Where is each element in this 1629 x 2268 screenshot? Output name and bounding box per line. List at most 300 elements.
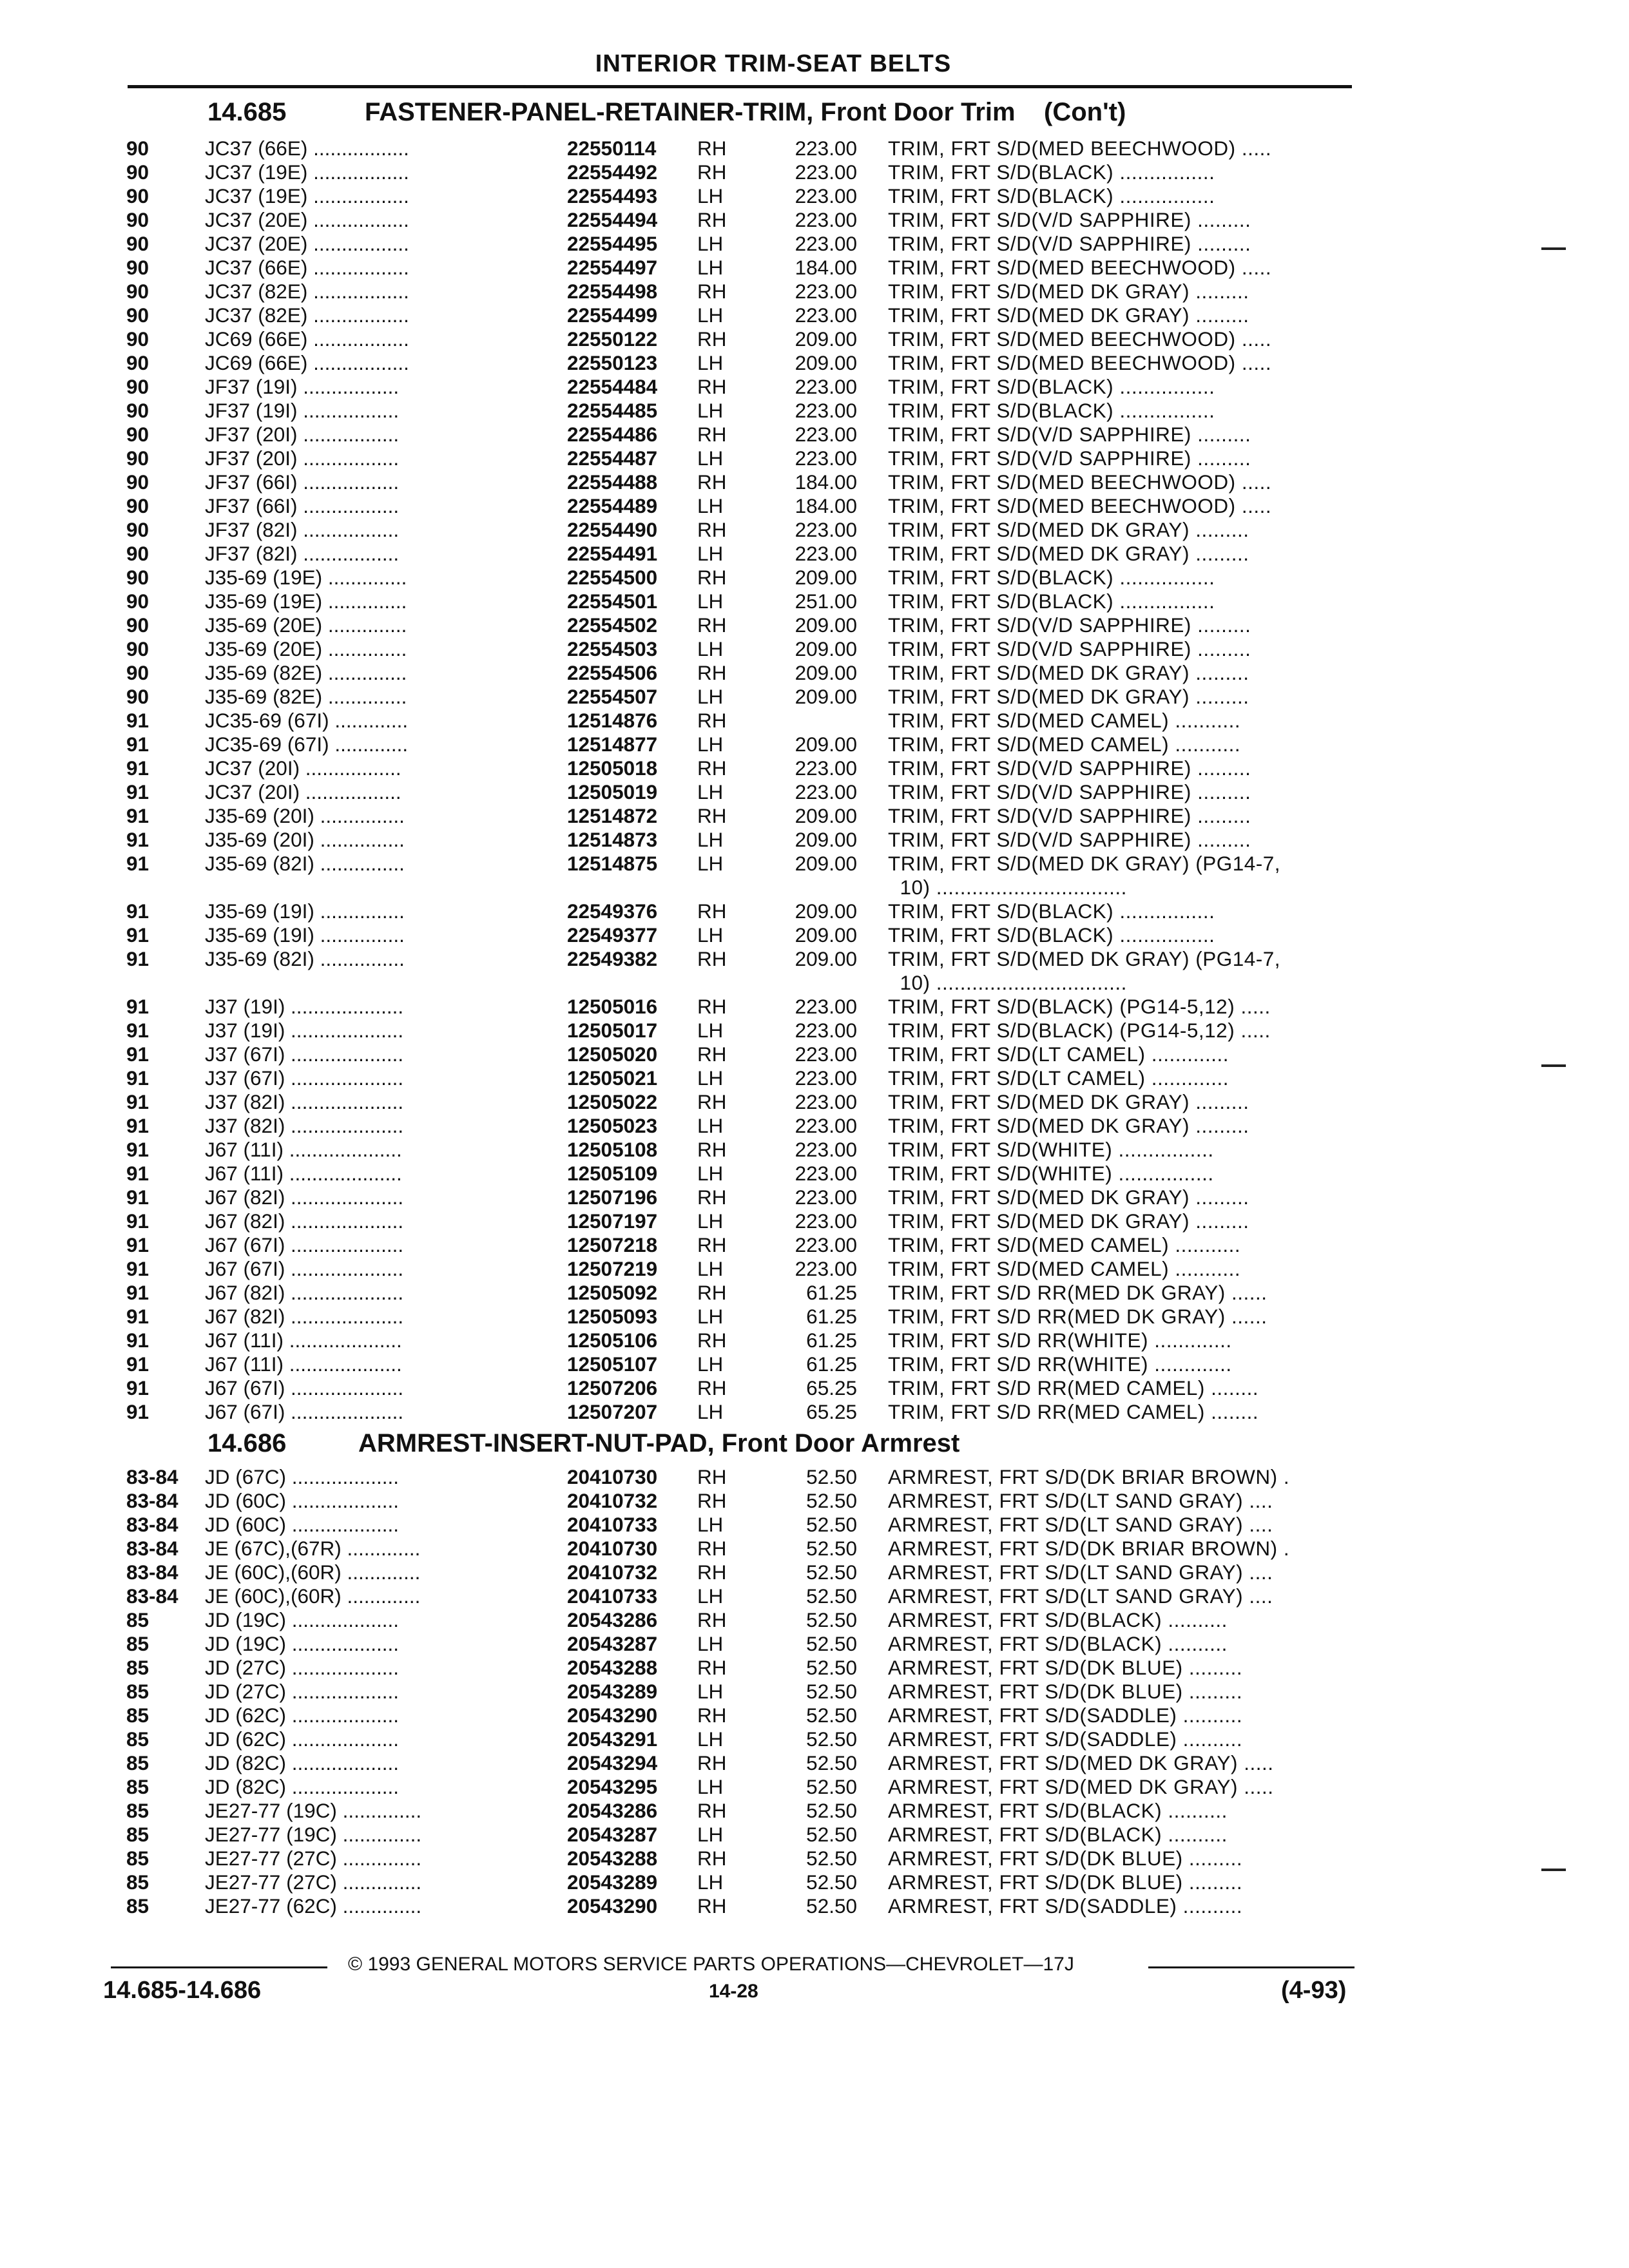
price-cell: 223.00 — [795, 1186, 857, 1209]
description-cell: TRIM, FRT S/D(V/D SAPPHIRE) ......... — [888, 637, 1251, 660]
model-cell: J35-69 (20E) .............. — [205, 613, 407, 637]
model-cell: JF37 (19I) ................. — [205, 375, 400, 398]
table-row — [0, 613, 1629, 637]
table-row — [0, 1138, 1629, 1162]
part-number-cell: 20543287 — [567, 1632, 658, 1655]
price-cell: 52.50 — [806, 1894, 857, 1917]
model-cell: JE27-77 (62C) .............. — [205, 1894, 422, 1917]
side-cell: RH — [697, 613, 727, 637]
table-row — [0, 590, 1629, 613]
description-cell: TRIM, FRT S/D(BLACK) ................ — [888, 590, 1215, 613]
price-cell: 251.00 — [795, 590, 857, 613]
model-cell: J67 (82I) .................... — [205, 1186, 404, 1209]
description-cell: TRIM, FRT S/D(MED DK GRAY) ......... — [888, 1090, 1249, 1113]
price-cell: 223.00 — [795, 1209, 857, 1233]
table-row — [0, 1465, 1629, 1489]
price-cell: 223.00 — [795, 1066, 857, 1090]
table-row — [0, 303, 1629, 327]
side-cell: LH — [697, 447, 724, 470]
table-row — [0, 208, 1629, 232]
model-cell: JC69 (66E) ................. — [205, 327, 409, 351]
price-cell: 223.00 — [795, 1257, 857, 1280]
model-cell: JC37 (66E) ................. — [205, 256, 409, 279]
side-cell: LH — [697, 637, 724, 660]
description-cell: ARMREST, FRT S/D(DK BLUE) ......... — [888, 1870, 1243, 1894]
year-cell: 83-84 — [126, 1465, 178, 1488]
price-cell: 209.00 — [795, 923, 857, 947]
side-cell: RH — [697, 1489, 727, 1512]
description-cell: TRIM, FRT S/D(BLACK) (PG14-5,12) ..... — [888, 1019, 1271, 1042]
side-cell: LH — [697, 494, 724, 517]
table-row — [0, 1114, 1629, 1138]
model-cell: JC37 (82E) ................. — [205, 280, 409, 303]
year-cell: 83-84 — [126, 1513, 178, 1536]
description-cell: TRIM, FRT S/D(MED CAMEL) ........... — [888, 1257, 1241, 1280]
side-cell: LH — [697, 232, 724, 255]
table-row — [0, 852, 1629, 876]
description-cell: TRIM, FRT S/D(V/D SAPPHIRE) ......... — [888, 613, 1251, 637]
description-cell: TRIM, FRT S/D(V/D SAPPHIRE) ......... — [888, 756, 1251, 780]
model-cell: JD (82C) ................... — [205, 1751, 400, 1774]
side-cell: RH — [697, 1233, 727, 1256]
year-cell: 91 — [126, 1400, 149, 1423]
model-cell: J37 (19I) .................... — [205, 1019, 404, 1042]
part-number-cell: 20543286 — [567, 1799, 658, 1822]
description-cell: TRIM, FRT S/D(MED BEECHWOOD) ..... — [888, 327, 1272, 351]
side-cell: RH — [697, 1751, 727, 1774]
year-cell: 91 — [126, 1186, 149, 1209]
model-cell: J67 (82I) .................... — [205, 1281, 404, 1304]
year-cell: 90 — [126, 590, 149, 613]
side-cell: RH — [697, 1799, 727, 1822]
side-cell: LH — [697, 1162, 724, 1185]
description-cell: TRIM, FRT S/D(V/D SAPPHIRE) ......... — [888, 423, 1251, 446]
side-cell: RH — [697, 137, 727, 160]
side-cell: RH — [697, 566, 727, 589]
model-cell: JF37 (82I) ................. — [205, 542, 400, 565]
part-number-cell: 12505020 — [567, 1043, 658, 1066]
model-cell: J67 (11I) .................... — [205, 1352, 402, 1376]
part-number-cell: 22554486 — [567, 423, 658, 446]
year-cell: 90 — [126, 447, 149, 470]
side-cell: RH — [697, 1847, 727, 1870]
description-cell: ARMREST, FRT S/D(DK BLUE) ......... — [888, 1656, 1243, 1679]
part-number-cell: 12505106 — [567, 1329, 658, 1352]
part-number-cell: 20543287 — [567, 1823, 658, 1846]
description-cell: TRIM, FRT S/D(MED DK GRAY) ......... — [888, 1186, 1249, 1209]
price-cell: 209.00 — [795, 351, 857, 374]
year-cell: 90 — [126, 423, 149, 446]
side-cell: LH — [697, 852, 724, 875]
part-number-cell: 12507218 — [567, 1233, 658, 1256]
year-cell: 90 — [126, 566, 149, 589]
table-row — [0, 1823, 1629, 1847]
year-cell: 91 — [126, 1162, 149, 1185]
model-cell: JD (60C) ................... — [205, 1513, 400, 1536]
part-number-cell: 20543288 — [567, 1656, 658, 1679]
model-cell: JC37 (20E) ................. — [205, 208, 409, 231]
description-cell: TRIM, FRT S/D(WHITE) ................ — [888, 1138, 1214, 1161]
year-cell: 90 — [126, 351, 149, 374]
year-cell: 85 — [126, 1823, 149, 1846]
description-cell: TRIM, FRT S/D RR(MED DK GRAY) ...... — [888, 1281, 1268, 1304]
price-cell: 223.00 — [795, 995, 857, 1018]
table-row — [0, 661, 1629, 685]
year-cell: 85 — [126, 1847, 149, 1870]
year-cell: 90 — [126, 685, 149, 708]
part-number-cell: 12507219 — [567, 1257, 658, 1280]
description-cell: TRIM, FRT S/D(MED DK GRAY) ......... — [888, 542, 1249, 565]
description-cell: TRIM, FRT S/D(MED CAMEL) ........... — [888, 1233, 1241, 1256]
part-number-cell: 22550123 — [567, 351, 658, 374]
part-number-cell: 12514872 — [567, 804, 658, 827]
part-number-cell: 12514875 — [567, 852, 658, 875]
part-number-cell: 20410732 — [567, 1489, 658, 1512]
table-row — [0, 1162, 1629, 1186]
model-cell: J67 (67I) .................... — [205, 1233, 404, 1256]
description-cell: ARMREST, FRT S/D(BLACK) .......... — [888, 1823, 1228, 1846]
model-cell: JE27-77 (27C) .............. — [205, 1870, 422, 1894]
description-cell: TRIM, FRT S/D(V/D SAPPHIRE) ......... — [888, 447, 1251, 470]
table-row — [0, 518, 1629, 542]
footer-rule-left — [111, 1966, 327, 1968]
model-cell: JC35-69 (67I) ............. — [205, 733, 409, 756]
price-cell: 61.25 — [806, 1281, 857, 1304]
year-cell: 91 — [126, 1114, 149, 1137]
part-number-cell: 22554501 — [567, 590, 658, 613]
price-cell: 209.00 — [795, 804, 857, 827]
side-cell: LH — [697, 542, 724, 565]
table-row — [0, 828, 1629, 852]
model-cell: J35-69 (82E) .............. — [205, 685, 407, 708]
model-cell: J67 (67I) .................... — [205, 1257, 404, 1280]
price-cell: 223.00 — [795, 1162, 857, 1185]
price-cell: 223.00 — [795, 1043, 857, 1066]
price-cell: 52.50 — [806, 1751, 857, 1774]
description-cell: TRIM, FRT S/D(BLACK) ................ — [888, 899, 1215, 923]
part-number-cell: 20410732 — [567, 1561, 658, 1584]
model-cell: JC35-69 (67I) ............. — [205, 709, 409, 732]
year-cell: 91 — [126, 1305, 149, 1328]
price-cell: 52.50 — [806, 1537, 857, 1560]
part-number-cell: 20543288 — [567, 1847, 658, 1870]
side-cell: RH — [697, 1376, 727, 1399]
part-number-cell: 22554488 — [567, 470, 658, 494]
part-number-cell: 22554492 — [567, 160, 658, 184]
description-cell: TRIM, FRT S/D(MED CAMEL) ........... — [888, 709, 1241, 732]
part-number-cell: 12505016 — [567, 995, 658, 1018]
table-row — [0, 947, 1629, 971]
description-cell: ARMREST, FRT S/D(DK BLUE) ......... — [888, 1847, 1243, 1870]
table-row — [0, 899, 1629, 923]
price-cell: 209.00 — [795, 828, 857, 851]
price-cell: 223.00 — [795, 1090, 857, 1113]
part-number-cell: 20410733 — [567, 1584, 658, 1608]
year-cell: 85 — [126, 1704, 149, 1727]
part-number-cell: 12505017 — [567, 1019, 658, 1042]
description-cell: ARMREST, FRT S/D(DK BLUE) ......... — [888, 1680, 1243, 1703]
price-cell: 52.50 — [806, 1727, 857, 1751]
model-cell: JD (62C) ................... — [205, 1704, 400, 1727]
model-cell: JD (19C) ................... — [205, 1608, 400, 1631]
table-row — [0, 1329, 1629, 1352]
side-cell: LH — [697, 828, 724, 851]
description-cell: TRIM, FRT S/D(MED BEECHWOOD) ..... — [888, 470, 1272, 494]
part-number-cell: 22554489 — [567, 494, 658, 517]
price-cell: 65.25 — [806, 1376, 857, 1399]
year-cell: 90 — [126, 542, 149, 565]
side-cell: LH — [697, 1019, 724, 1042]
price-cell: 209.00 — [795, 733, 857, 756]
side-cell: RH — [697, 1656, 727, 1679]
side-cell: RH — [697, 1043, 727, 1066]
price-cell: 52.50 — [806, 1704, 857, 1727]
price-cell: 209.00 — [795, 685, 857, 708]
part-number-cell: 22550122 — [567, 327, 658, 351]
description-cell: TRIM, FRT S/D(MED BEECHWOOD) ..... — [888, 137, 1272, 160]
part-number-cell: 22554506 — [567, 661, 658, 684]
price-cell: 223.00 — [795, 184, 857, 207]
year-cell: 90 — [126, 137, 149, 160]
side-cell: RH — [697, 1561, 727, 1584]
year-cell: 91 — [126, 1090, 149, 1113]
description-cell: ARMREST, FRT S/D(SADDLE) .......... — [888, 1894, 1243, 1917]
table-row — [0, 637, 1629, 661]
side-cell: LH — [697, 685, 724, 708]
side-cell: LH — [697, 1400, 724, 1423]
table-row — [0, 1043, 1629, 1066]
part-number-cell: 22549376 — [567, 899, 658, 923]
part-number-cell: 22554498 — [567, 280, 658, 303]
year-cell: 90 — [126, 160, 149, 184]
model-cell: JE (67C),(67R) ............. — [205, 1537, 421, 1560]
year-cell: 85 — [126, 1799, 149, 1822]
price-cell: 223.00 — [795, 1138, 857, 1161]
year-cell: 83-84 — [126, 1537, 178, 1560]
description-cell: TRIM, FRT S/D(MED BEECHWOOD) ..... — [888, 351, 1272, 374]
price-cell: 52.50 — [806, 1608, 857, 1631]
side-cell: RH — [697, 947, 727, 970]
year-cell: 90 — [126, 399, 149, 422]
model-cell: JD (27C) ................... — [205, 1680, 400, 1703]
side-cell: RH — [697, 756, 727, 780]
part-number-cell: 22554493 — [567, 184, 658, 207]
description-cell: ARMREST, FRT S/D(MED DK GRAY) ..... — [888, 1751, 1274, 1774]
part-number-cell: 12505023 — [567, 1114, 658, 1137]
price-cell: 223.00 — [795, 399, 857, 422]
side-cell: LH — [697, 1209, 724, 1233]
model-cell: JE (60C),(60R) ............. — [205, 1584, 421, 1608]
side-cell: LH — [697, 303, 724, 327]
side-cell: RH — [697, 1090, 727, 1113]
description-cell: ARMREST, FRT S/D(SADDLE) .......... — [888, 1727, 1243, 1751]
table-row — [0, 1019, 1629, 1043]
part-number-cell: 22554494 — [567, 208, 658, 231]
part-number-cell: 22554490 — [567, 518, 658, 541]
description-cell: TRIM, FRT S/D(LT CAMEL) ............. — [888, 1066, 1229, 1090]
table-row — [0, 1775, 1629, 1799]
table-row — [0, 1727, 1629, 1751]
description-cell: TRIM, FRT S/D(BLACK) ................ — [888, 184, 1215, 207]
section-title: FASTENER-PANEL-RETAINER-TRIM, Front Door Trim (Con't) — [365, 98, 1126, 126]
year-cell: 83-84 — [126, 1489, 178, 1512]
year-cell: 91 — [126, 709, 149, 732]
part-number-cell: 20543291 — [567, 1727, 658, 1751]
table-row — [0, 876, 1629, 899]
price-cell: 52.50 — [806, 1632, 857, 1655]
price-cell: 223.00 — [795, 780, 857, 803]
price-cell: 209.00 — [795, 566, 857, 589]
model-cell: J37 (67I) .................... — [205, 1066, 404, 1090]
model-cell: J67 (67I) .................... — [205, 1376, 404, 1399]
model-cell: J67 (67I) .................... — [205, 1400, 404, 1423]
table-row — [0, 399, 1629, 423]
description-cell: ARMREST, FRT S/D(DK BRIAR BROWN) . — [888, 1465, 1290, 1488]
price-cell: 52.50 — [806, 1489, 857, 1512]
part-number-cell: 12507197 — [567, 1209, 658, 1233]
year-cell: 90 — [126, 232, 149, 255]
side-cell: RH — [697, 375, 727, 398]
description-cell: TRIM, FRT S/D(WHITE) ................ — [888, 1162, 1214, 1185]
table-row — [0, 709, 1629, 733]
year-cell: 91 — [126, 1209, 149, 1233]
model-cell: JE27-77 (19C) .............. — [205, 1799, 422, 1822]
table-row — [0, 1656, 1629, 1680]
description-cell: ARMREST, FRT S/D(DK BRIAR BROWN) . — [888, 1537, 1290, 1560]
side-cell: LH — [697, 733, 724, 756]
table-row — [0, 1400, 1629, 1424]
table-row — [0, 1186, 1629, 1209]
side-cell: LH — [697, 1823, 724, 1846]
part-number-cell: 22554500 — [567, 566, 658, 589]
year-cell: 90 — [126, 184, 149, 207]
price-cell: 209.00 — [795, 637, 857, 660]
side-cell: LH — [697, 1870, 724, 1894]
price-cell: 61.25 — [806, 1352, 857, 1376]
table-row — [0, 733, 1629, 756]
part-number-cell: 12514876 — [567, 709, 658, 732]
description-cell: TRIM, FRT S/D(MED DK GRAY) ......... — [888, 1209, 1249, 1233]
description-cell: ARMREST, FRT S/D(BLACK) .......... — [888, 1608, 1228, 1631]
part-number-cell: 20543294 — [567, 1751, 658, 1774]
model-cell: J67 (11I) .................... — [205, 1138, 402, 1161]
footer-rule-right — [1148, 1966, 1354, 1968]
price-cell: 209.00 — [795, 661, 857, 684]
year-cell: 91 — [126, 923, 149, 947]
year-cell: 85 — [126, 1608, 149, 1631]
table-row — [0, 1704, 1629, 1727]
side-cell: RH — [697, 1465, 727, 1488]
model-cell: JC37 (19E) ................. — [205, 184, 409, 207]
header-rule — [128, 85, 1352, 88]
year-cell: 91 — [126, 899, 149, 923]
description-cell: ARMREST, FRT S/D(BLACK) .......... — [888, 1632, 1228, 1655]
description-cell: TRIM, FRT S/D(BLACK) ................ — [888, 399, 1215, 422]
table-row — [0, 1352, 1629, 1376]
table-row — [0, 804, 1629, 828]
table-row — [0, 1305, 1629, 1329]
description-cell: TRIM, FRT S/D RR(WHITE) ............. — [888, 1352, 1232, 1376]
model-cell: JD (82C) ................... — [205, 1775, 400, 1798]
year-cell: 85 — [126, 1680, 149, 1703]
price-cell: 223.00 — [795, 137, 857, 160]
description-cell: TRIM, FRT S/D(LT CAMEL) ............. — [888, 1043, 1229, 1066]
description-cell: TRIM, FRT S/D(MED DK GRAY) ......... — [888, 280, 1249, 303]
model-cell: JD (67C) ................... — [205, 1465, 400, 1488]
year-cell: 91 — [126, 1043, 149, 1066]
part-number-cell: 22554502 — [567, 613, 658, 637]
year-cell: 91 — [126, 733, 149, 756]
table-row — [0, 756, 1629, 780]
model-cell: J67 (11I) .................... — [205, 1162, 402, 1185]
price-cell: 52.50 — [806, 1584, 857, 1608]
description-cell: 10) ................................ — [888, 971, 1127, 994]
table-row — [0, 1281, 1629, 1305]
part-number-cell: 22554495 — [567, 232, 658, 255]
model-cell: JF37 (19I) ................. — [205, 399, 400, 422]
table-row — [0, 280, 1629, 303]
year-cell: 85 — [126, 1632, 149, 1655]
part-number-cell: 12505022 — [567, 1090, 658, 1113]
table-row — [0, 1233, 1629, 1257]
price-cell: 223.00 — [795, 232, 857, 255]
part-number-cell: 12505107 — [567, 1352, 658, 1376]
year-cell: 90 — [126, 661, 149, 684]
table-row — [0, 1561, 1629, 1584]
table-row — [0, 1513, 1629, 1537]
year-cell: 91 — [126, 756, 149, 780]
model-cell: J37 (67I) .................... — [205, 1043, 404, 1066]
side-cell: RH — [697, 208, 727, 231]
side-cell: RH — [697, 1894, 727, 1917]
model-cell: J37 (82I) .................... — [205, 1114, 404, 1137]
side-cell: RH — [697, 1186, 727, 1209]
year-cell: 83-84 — [126, 1561, 178, 1584]
part-number-cell: 22550114 — [567, 137, 657, 160]
side-cell: RH — [697, 470, 727, 494]
price-cell: 223.00 — [795, 1019, 857, 1042]
model-cell: JD (60C) ................... — [205, 1489, 400, 1512]
description-cell: TRIM, FRT S/D(MED DK GRAY) (PG14-7, — [888, 947, 1281, 970]
price-cell: 52.50 — [806, 1847, 857, 1870]
table-row — [0, 256, 1629, 280]
part-number-cell: 12507196 — [567, 1186, 658, 1209]
footer-page-number: 14-28 — [709, 1981, 758, 2002]
price-cell: 209.00 — [795, 327, 857, 351]
part-number-cell: 12505093 — [567, 1305, 658, 1328]
model-cell: J35-69 (20I) ............... — [205, 804, 405, 827]
side-cell: RH — [697, 280, 727, 303]
model-cell: JF37 (82I) ................. — [205, 518, 400, 541]
side-cell: RH — [697, 995, 727, 1018]
part-number-cell: 22549377 — [567, 923, 658, 947]
description-cell: TRIM, FRT S/D(BLACK) ................ — [888, 375, 1215, 398]
price-cell: 223.00 — [795, 756, 857, 780]
price-cell: 209.00 — [795, 852, 857, 875]
table-row — [0, 1680, 1629, 1704]
price-cell: 52.50 — [806, 1799, 857, 1822]
side-cell: LH — [697, 1680, 724, 1703]
side-cell: LH — [697, 923, 724, 947]
side-cell: RH — [697, 1281, 727, 1304]
price-cell: 52.50 — [806, 1823, 857, 1846]
table-row — [0, 1066, 1629, 1090]
year-cell: 91 — [126, 780, 149, 803]
description-cell: TRIM, FRT S/D(BLACK) ................ — [888, 566, 1215, 589]
model-cell: J35-69 (20E) .............. — [205, 637, 407, 660]
year-cell: 91 — [126, 1376, 149, 1399]
side-cell: LH — [697, 1305, 724, 1328]
